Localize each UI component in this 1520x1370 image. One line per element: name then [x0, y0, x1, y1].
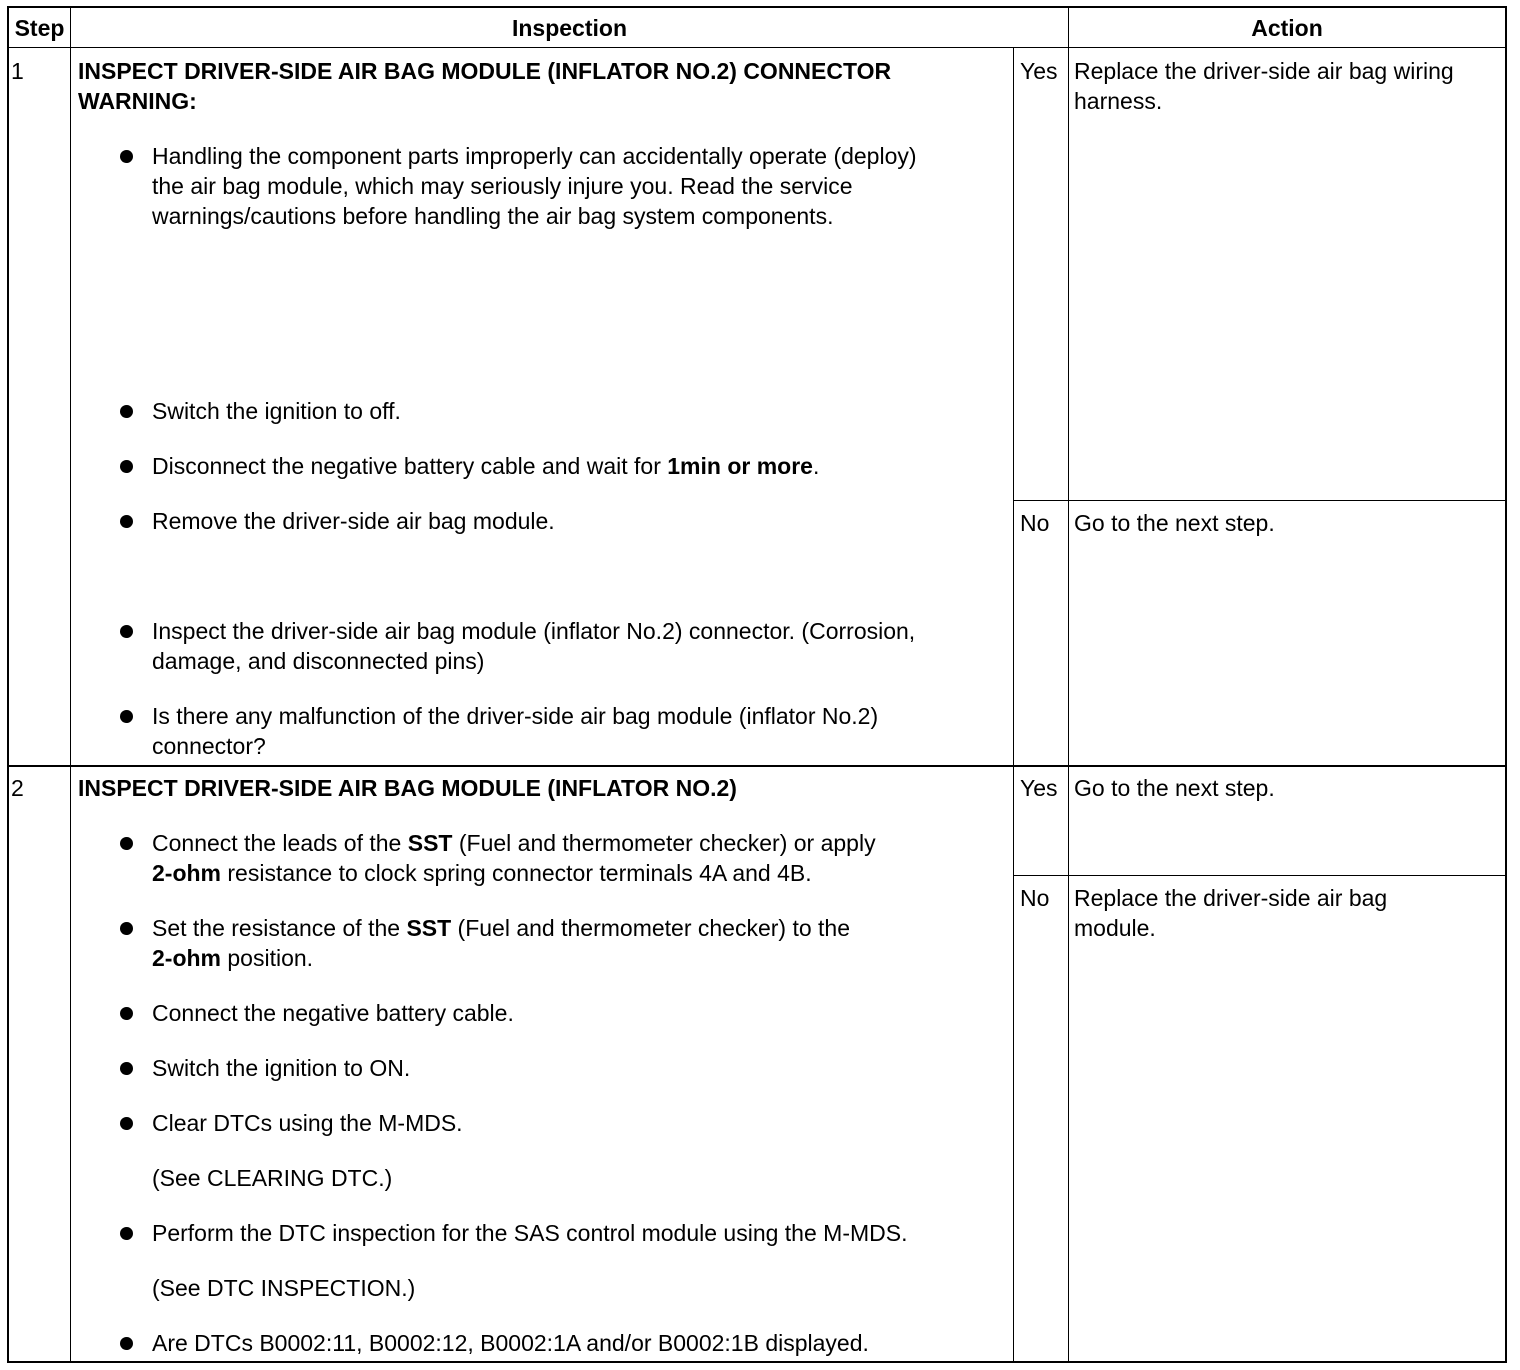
step1-question-line2: connector? — [152, 733, 266, 759]
step1-question-line1: Is there any malfunction of the driver-side air bag module (inflator No.2) — [152, 703, 879, 729]
step1-inspect-line2: damage, and disconnected pins) — [152, 648, 485, 674]
step1-warning-line3: warnings/cautions before handling the air bag system components. — [152, 203, 834, 229]
bullet-icon — [120, 837, 133, 850]
text-segment: resistance to clock spring connector terminals 4A and 4B. — [221, 860, 812, 886]
step-column-divider — [70, 6, 71, 1363]
step1-title: INSPECT DRIVER-SIDE AIR BAG MODULE (INFLATOR NO.2) CONNECTOR — [78, 58, 892, 84]
step1-disconnect — [152, 451, 819, 481]
step2-connect-leads-line1 — [152, 828, 876, 858]
action-column-divider — [1068, 6, 1069, 1363]
step1-warning-line2: the air bag module, which may seriously injure you. Read the service — [152, 173, 853, 199]
step1-warning-line1: Handling the component parts improperly can accidentally operate (deploy) — [152, 143, 917, 169]
step1-disconnect-bold: 1min or more — [667, 453, 813, 479]
step1-yes-action-line2: harness. — [1074, 88, 1163, 114]
step2-connect-leads-line2 — [152, 858, 812, 888]
step2-question: Are DTCs B0002:11, B0002:12, B0002:1A and/or B0002:1B displayed. — [152, 1330, 869, 1356]
step2-perform: Perform the DTC inspection for the SAS control module using the M-MDS. — [152, 1220, 908, 1246]
step1-no-label: No — [1020, 510, 1050, 536]
step2-no-action-line1: Replace the driver-side air bag — [1074, 885, 1388, 911]
table-border-left — [7, 6, 9, 1363]
step1-yes-label: Yes — [1020, 58, 1058, 84]
bullet-icon — [120, 1007, 133, 1020]
bullet-icon — [120, 405, 133, 418]
text-segment: position. — [221, 945, 314, 971]
step1-disconnect-text: Disconnect the negative battery cable and wait for — [152, 453, 668, 479]
bullet-icon — [120, 515, 133, 528]
step2-yes-no-divider — [1013, 875, 1507, 876]
bullet-icon — [120, 1337, 133, 1350]
step1-yes-no-divider — [1013, 500, 1507, 501]
bullet-icon — [120, 1227, 133, 1240]
ohm-term: 2-ohm — [152, 945, 221, 971]
step2-connect-battery: Connect the negative battery cable. — [152, 1000, 514, 1026]
step2-yes-label: Yes — [1020, 775, 1058, 801]
step1-inspect-line1: Inspect the driver-side air bag module (inflator No.2) connector. (Corrosion, — [152, 618, 916, 644]
bullet-icon — [120, 1117, 133, 1130]
step2-yes-action: Go to the next step. — [1074, 775, 1275, 801]
bullet-icon — [120, 460, 133, 473]
step2-no-label: No — [1020, 885, 1050, 911]
step1-yes-action-line1: Replace the driver-side air bag wiring — [1074, 58, 1454, 84]
table-border-top — [7, 6, 1507, 8]
table-border-right — [1505, 6, 1507, 1363]
step1-ignition-off: Switch the ignition to off. — [152, 398, 401, 424]
text-segment: Set the resistance of the — [152, 915, 407, 941]
step2-title: INSPECT DRIVER-SIDE AIR BAG MODULE (INFLATOR NO.2) — [78, 775, 737, 801]
step2-set-resistance-line2 — [152, 943, 313, 973]
text-segment: (Fuel and thermometer checker) to the — [451, 915, 851, 941]
step2-ignition-on: Switch the ignition to ON. — [152, 1055, 411, 1081]
table-border-bottom — [7, 1361, 1507, 1363]
step1-no-action: Go to the next step. — [1074, 510, 1275, 536]
step2-note-clearing: (See CLEARING DTC.) — [152, 1165, 393, 1191]
header-action: Action — [1251, 15, 1323, 41]
step-row-divider — [7, 765, 1507, 767]
step2-note-inspection: (See DTC INSPECTION.) — [152, 1275, 416, 1301]
step2-number: 2 — [11, 775, 24, 801]
text-segment: (Fuel and thermometer checker) or apply — [452, 830, 876, 856]
sst-term: SST — [407, 830, 453, 856]
header-step: Step — [14, 15, 65, 41]
step1-remove: Remove the driver-side air bag module. — [152, 508, 555, 534]
text-segment: Connect the leads of the — [152, 830, 408, 856]
bullet-icon — [120, 1062, 133, 1075]
bullet-icon — [120, 922, 133, 935]
header-divider — [7, 47, 1507, 48]
header-inspection: Inspection — [511, 15, 627, 41]
step2-set-resistance-line1 — [152, 913, 850, 943]
bullet-icon — [120, 150, 133, 163]
inspection-yesno-divider — [1013, 47, 1014, 1363]
step2-no-action-line2: module. — [1074, 915, 1156, 941]
bullet-icon — [120, 625, 133, 638]
step1-warning-label: WARNING: — [78, 88, 197, 114]
ohm-term: 2-ohm — [152, 860, 221, 886]
bullet-icon — [120, 710, 133, 723]
sst-term: SST — [406, 915, 452, 941]
step2-clear-dtcs: Clear DTCs using the M-MDS. — [152, 1110, 463, 1136]
step1-disconnect-tail: . — [812, 453, 820, 479]
step1-number: 1 — [11, 58, 24, 84]
